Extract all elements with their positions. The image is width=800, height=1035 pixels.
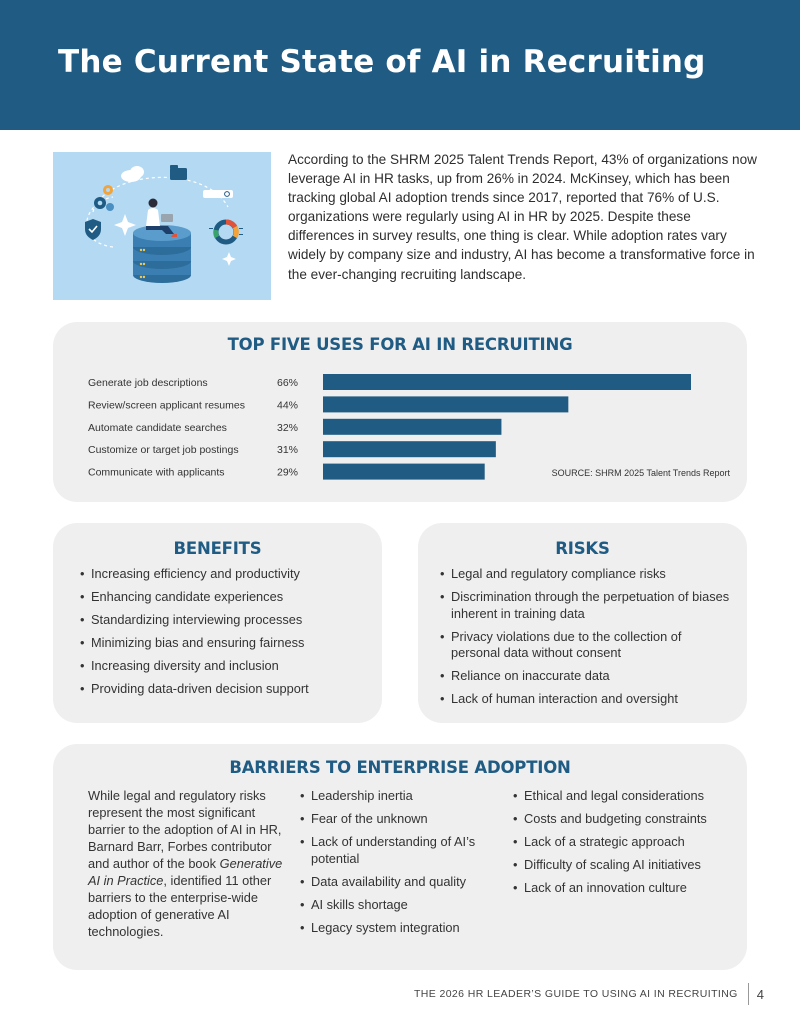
- list-item: • Privacy violations due to the collection of personal data without consent: [440, 629, 730, 662]
- barriers-list-col1: [300, 788, 500, 936]
- list-item: • Leadership inertia: [300, 788, 500, 805]
- benefits-title: BENEFITS: [173, 539, 262, 558]
- list-item: • Ethical and legal considerations: [513, 788, 728, 805]
- list-item: • Legacy system integration: [300, 920, 500, 937]
- list-item: • AI skills shortage: [300, 897, 500, 914]
- list-item: • Difficulty of scaling AI initiatives: [513, 857, 728, 874]
- list-item: • Legal and regulatory compliance risks: [440, 566, 730, 583]
- chart-title: TOP FIVE USES FOR AI IN RECRUITING: [227, 335, 573, 354]
- page-number: 4: [756, 986, 764, 1002]
- bar: [323, 419, 501, 435]
- bar-value-label: 66%: [277, 377, 299, 389]
- ai-database-illustration: [53, 152, 271, 300]
- bar: [323, 374, 691, 390]
- barriers-text-after: , identified 11 other barriers to the enterprise-wide adoption of generative AI technologies.: [88, 873, 272, 939]
- barriers-title: BARRIERS TO ENTERPRISE ADOPTION: [229, 758, 571, 777]
- chart-source: SOURCE: SHRM 2025 Talent Trends Report: [551, 468, 730, 478]
- list-item: • Fear of the unknown: [300, 811, 500, 828]
- list-item: • Increasing efficiency and productivity: [80, 566, 375, 583]
- list-item: • Standardizing interviewing processes: [80, 612, 375, 629]
- list-item: • Lack of human interaction and oversight: [440, 691, 730, 708]
- barriers-list-col2: [513, 788, 728, 897]
- list-item: • Enhancing candidate experiences: [80, 589, 375, 606]
- list-item: • Discrimination through the perpetuation of biases inherent in training data: [440, 589, 730, 622]
- list-item: • Providing data-driven decision support: [80, 681, 375, 698]
- footer-title: THE 2026 HR LEADER’S GUIDE TO USING AI IN RECRUITING: [413, 988, 738, 1000]
- page-header: [0, 0, 800, 130]
- bar: [323, 441, 496, 457]
- barriers-intro-paragraph: [88, 787, 288, 940]
- list-item: • Lack of an innovation culture: [513, 880, 728, 897]
- list-item: • Minimizing bias and ensuring fairness: [80, 635, 375, 652]
- benefits-list: [80, 566, 375, 698]
- hero-illustration: [53, 152, 271, 300]
- intro-paragraph: According to the SHRM 2025 Talent Trends Report, 43% of organizations now leverage AI in HR tasks, up from 26% in 2024. McKinsey, which has been tracking global AI adoption trends since 2017, reported that 76% of U.S. organizations were regularly using AI in HR by 2025. Despite these differences in survey results, one thing is clear. While adoption rates vary widely by company size and industry, AI has become a transformative force in the ever-changing recruiting landscape.: [288, 152, 757, 282]
- bar-category-label: Review/screen applicant resumes: [88, 399, 245, 412]
- page-title: The Current State of AI in Recruiting: [58, 44, 706, 80]
- bar-category-label: Generate job descriptions: [88, 377, 208, 389]
- risks-list: [440, 566, 730, 708]
- top-uses-chart-panel: [53, 322, 747, 502]
- footer-divider: [748, 983, 749, 1005]
- book-title: Generative AI in Practice: [88, 856, 283, 888]
- page-footer: [414, 982, 764, 1006]
- list-item: • Lack of a strategic approach: [513, 834, 728, 851]
- list-item: • Data availability and quality: [300, 874, 500, 891]
- bar-value-label: 44%: [277, 399, 299, 412]
- bar: [323, 396, 568, 412]
- risks-title: RISKS: [555, 539, 610, 558]
- bar-value-label: 32%: [277, 421, 299, 434]
- bar-category-label: Customize or target job postings: [88, 444, 239, 457]
- list-item: • Costs and budgeting constraints: [513, 811, 728, 828]
- bar-value-label: 29%: [277, 466, 299, 479]
- list-item: • Reliance on inaccurate data: [440, 668, 730, 685]
- bar-category-label: Automate candidate searches: [88, 421, 227, 434]
- list-item: • Lack of understanding of AI’s potential: [300, 834, 500, 867]
- bar: [323, 464, 485, 480]
- bar-value-label: 31%: [277, 444, 299, 457]
- list-item: • Increasing diversity and inclusion: [80, 658, 375, 675]
- barriers-text-before: While legal and regulatory risks represent the most significant barrier to the adoption of AI in HR, Barnard Barr, Forbes contributor and author of the book: [88, 788, 282, 871]
- bar-category-label: Communicate with applicants: [88, 466, 225, 479]
